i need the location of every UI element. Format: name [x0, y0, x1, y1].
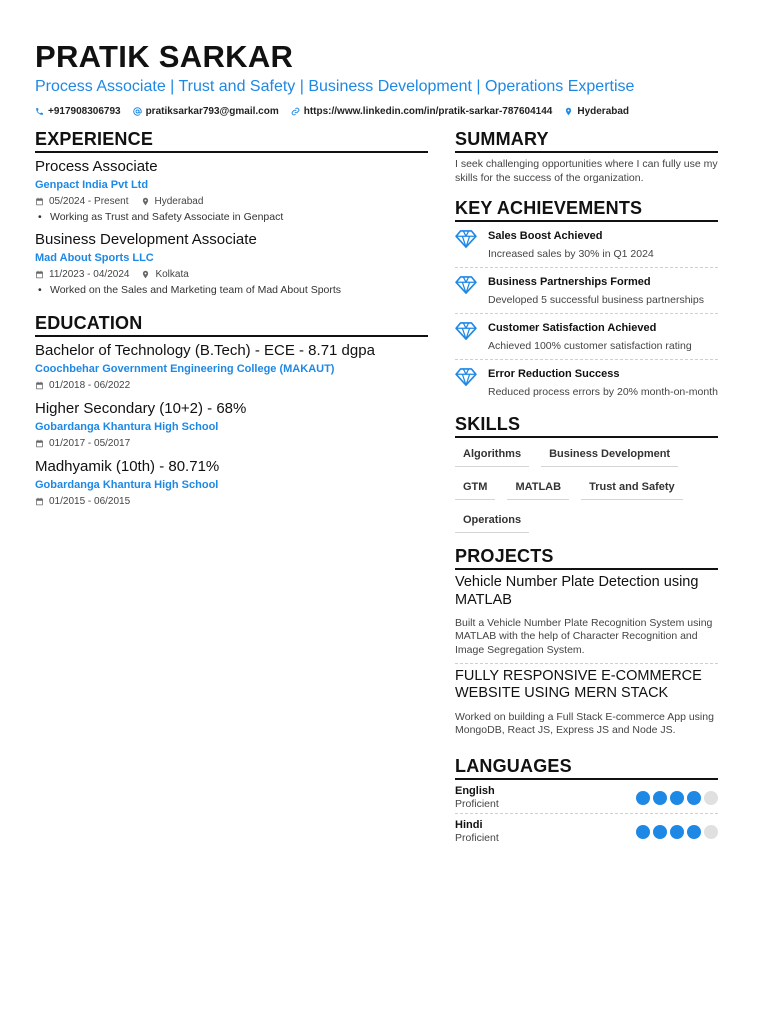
languages-list	[455, 780, 718, 847]
date-text: 05/2024 - Present	[49, 196, 129, 207]
language-level: Proficient	[455, 798, 499, 811]
calendar-icon	[35, 197, 44, 206]
location-pin-icon	[564, 107, 573, 116]
project-item	[455, 570, 718, 664]
rating-dot-filled	[636, 791, 650, 805]
experience-entry	[35, 157, 428, 224]
date-text: 01/2017 - 05/2017	[49, 438, 131, 449]
skills-list	[455, 444, 718, 533]
bullet-list	[35, 210, 428, 224]
language-name: Hindi	[455, 819, 483, 832]
achievement-item	[455, 222, 718, 268]
diamond-icon	[455, 230, 477, 248]
rating-dot-filled	[670, 825, 684, 839]
education-heading: EDUCATION	[35, 312, 428, 337]
job-title: Business Development Associate	[35, 231, 257, 248]
achievement-item	[455, 268, 718, 314]
education-entry	[35, 399, 428, 450]
diamond-icon	[455, 276, 477, 294]
entry-meta	[35, 495, 428, 508]
skill-tag: Algorithms	[455, 444, 529, 467]
date-range	[35, 495, 130, 508]
degree-title: Higher Secondary (10+2) - 68%	[35, 400, 247, 417]
project-title: Vehicle Number Plate Detection using MATLAB	[455, 574, 699, 608]
calendar-icon	[35, 439, 44, 448]
diamond-icon	[455, 322, 477, 340]
achievement-desc: Reduced process errors by 20% month-on-month	[488, 386, 718, 398]
rating-dot-filled	[636, 825, 650, 839]
skill-tag: MATLAB	[507, 477, 569, 500]
entry-meta	[35, 437, 428, 450]
achievement-title: Business Partnerships Formed	[488, 276, 651, 288]
summary-text: I seek challenging opportunities where I can fully use my skills for the success of the organization.	[455, 158, 718, 184]
entry-meta	[35, 268, 428, 281]
rating-dot-filled	[687, 825, 701, 839]
date-range	[35, 195, 129, 208]
languages-heading: LANGUAGES	[455, 755, 718, 780]
rating-dot-empty	[704, 825, 718, 839]
job-location	[141, 268, 188, 281]
diamond-icon	[455, 368, 477, 386]
achievements-heading: KEY ACHIEVEMENTS	[455, 197, 718, 222]
location-text: Hyderabad	[577, 106, 630, 117]
bullet-item: • Working as Trust and Safety Associate in Genpact	[35, 210, 428, 224]
entry-meta	[35, 379, 428, 392]
location-pin-icon	[141, 270, 150, 279]
entry-meta	[35, 195, 428, 208]
left-column	[35, 128, 428, 508]
rating-dot-filled	[670, 791, 684, 805]
experience-entry	[35, 230, 428, 297]
skill-tag: GTM	[455, 477, 495, 500]
school-name: Gobardanga Khantura High School	[35, 479, 219, 491]
achievement-title: Error Reduction Success	[488, 368, 620, 380]
headline: Process Associate | Trust and Safety | Business Development | Operations Expertise	[35, 78, 635, 95]
location-pin-icon	[141, 197, 150, 206]
at-icon	[133, 107, 142, 116]
school-name: Coochbehar Government Engineering College (MAKAUT)	[35, 363, 335, 375]
projects-heading: PROJECTS	[455, 545, 718, 570]
linkedin-contact[interactable]	[291, 106, 553, 117]
date-range	[35, 268, 129, 281]
date-text: 01/2018 - 06/2022	[49, 380, 131, 391]
resume-header	[35, 40, 735, 117]
phone-icon	[35, 107, 44, 116]
calendar-icon	[35, 381, 44, 390]
education-entry	[35, 457, 428, 508]
date-range	[35, 379, 130, 392]
skills-heading: SKILLS	[455, 413, 718, 438]
language-level: Proficient	[455, 832, 499, 845]
date-text: 01/2015 - 06/2015	[49, 496, 131, 507]
location-text: Kolkata	[155, 269, 189, 280]
degree-title: Bachelor of Technology (B.Tech) - ECE - 8.71 dgpa	[35, 342, 375, 359]
language-rating	[636, 791, 718, 805]
email-text: pratiksarkar793@gmail.com	[145, 106, 279, 117]
bullet-list	[35, 283, 428, 297]
achievement-title: Sales Boost Achieved	[488, 230, 603, 242]
calendar-icon	[35, 270, 44, 279]
language-item	[455, 814, 718, 847]
skill-tag: Trust and Safety	[581, 477, 683, 500]
rating-dot-filled	[687, 791, 701, 805]
achievement-desc: Increased sales by 30% in Q1 2024	[488, 248, 654, 260]
bullet-item: • Worked on the Sales and Marketing team of Mad About Sports	[35, 283, 428, 297]
candidate-name: PRATIK SARKAR	[35, 39, 294, 74]
company-name: Genpact India Pvt Ltd	[35, 179, 149, 191]
projects-list	[455, 570, 718, 743]
email-contact[interactable]	[133, 106, 279, 117]
job-location	[141, 195, 204, 208]
achievement-item	[455, 360, 718, 405]
skill-tag: Operations	[455, 510, 529, 533]
phone-contact[interactable]	[35, 106, 121, 117]
skill-tag: Business Development	[541, 444, 678, 467]
date-text: 11/2023 - 04/2024	[49, 269, 130, 280]
right-column	[455, 128, 718, 847]
project-item	[455, 664, 718, 744]
rating-dot-filled	[653, 825, 667, 839]
date-range	[35, 437, 130, 450]
contact-bar	[35, 106, 735, 117]
location-contact	[564, 106, 629, 117]
phone-text: +917908306793	[48, 106, 121, 117]
calendar-icon	[35, 497, 44, 506]
achievement-title: Customer Satisfaction Achieved	[488, 322, 657, 334]
location-text: Hyderabad	[154, 196, 204, 207]
achievement-desc: Developed 5 successful business partnerships	[488, 294, 704, 306]
summary-heading: SUMMARY	[455, 128, 718, 153]
rating-dot-filled	[653, 791, 667, 805]
project-desc: Built a Vehicle Number Plate Recognition System using MATLAB with the help of Character Recognition and Image Segregation System.	[455, 617, 713, 656]
language-item	[455, 780, 718, 814]
achievements-list	[455, 222, 718, 405]
link-icon	[291, 107, 300, 116]
degree-title: Madhyamik (10th) - 80.71%	[35, 458, 220, 475]
education-entry	[35, 341, 428, 392]
achievement-desc: Achieved 100% customer satisfaction rating	[488, 340, 692, 352]
company-name: Mad About Sports LLC	[35, 252, 154, 264]
achievement-item	[455, 314, 718, 360]
rating-dot-empty	[704, 791, 718, 805]
school-name: Gobardanga Khantura High School	[35, 421, 219, 433]
project-desc: Worked on building a Full Stack E-commerce App using MongoDB, React JS, Express JS and Node JS.	[455, 710, 714, 737]
linkedin-text: https://www.linkedin.com/in/pratik-sarkar-787604144	[303, 106, 553, 117]
experience-heading: EXPERIENCE	[35, 128, 428, 153]
job-title: Process Associate	[35, 158, 158, 175]
language-rating	[636, 825, 718, 839]
project-title: FULLY RESPONSIVE E-COMMERCE WEBSITE USING MERN STACK	[455, 667, 702, 702]
language-name: English	[455, 785, 495, 798]
